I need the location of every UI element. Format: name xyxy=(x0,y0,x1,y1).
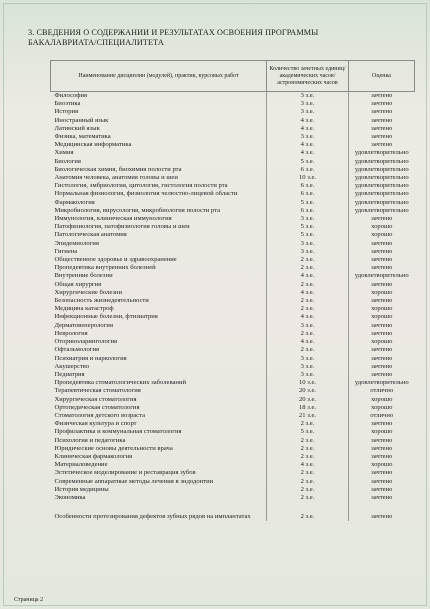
credit-units: 2 з.е. xyxy=(267,264,349,272)
credit-units: 2 з.е. xyxy=(267,420,349,428)
discipline-name: Терапевтическая стоматология xyxy=(54,387,141,395)
discipline-name: Патофизиология, патофизиология головы и шеи xyxy=(54,223,190,231)
grade-value: хорошо xyxy=(371,395,393,403)
discipline-name: Общественное здоровье и здравоохранение xyxy=(54,256,177,264)
credit-units: 2 з.е. xyxy=(267,297,349,305)
table-row xyxy=(51,363,415,371)
table-row xyxy=(51,223,415,231)
table-row xyxy=(51,305,415,313)
table-row xyxy=(51,420,415,428)
table-row xyxy=(51,166,415,174)
credit-units: 5 з.е. xyxy=(267,231,349,239)
grade-value: хорошо xyxy=(371,338,393,346)
credit-units: 4 з.е. xyxy=(267,117,349,125)
discipline-name: Дерматовенерология xyxy=(54,321,113,329)
table-row xyxy=(51,215,415,223)
grade-value: удовлетворительно xyxy=(354,174,409,182)
table-row xyxy=(51,158,415,166)
discipline-name: Клиническая фармакология xyxy=(54,452,133,460)
credit-units: 3 з.е. xyxy=(267,100,349,108)
grade-value: хорошо xyxy=(371,231,393,239)
section-heading: 3. СВЕДЕНИЯ О СОДЕРЖАНИИ И РЕЗУЛЬТАТАХ ОСВОЕНИЯ ПРОГРАММЫ БАКАЛАВРИАТА/СПЕЦИАЛИТЕТА xyxy=(28,28,319,47)
table-row xyxy=(51,125,415,133)
grade-value: зачтено xyxy=(371,513,393,521)
credit-units: 10 з.е. xyxy=(267,379,349,387)
table-row xyxy=(51,289,415,297)
credit-units: 6 з.е. xyxy=(267,207,349,215)
column-header-name: Наименование дисциплин (модулей), практик, курсовых работ xyxy=(51,61,267,92)
grade-value: зачтено xyxy=(371,321,393,329)
discipline-name: Гистология, эмбриология, цитология, гистология полости рта xyxy=(54,182,228,190)
discipline-name: Фармакология xyxy=(54,198,95,206)
table-row xyxy=(51,92,415,101)
table-row xyxy=(51,256,415,264)
grade-value: удовлетворительно xyxy=(354,272,409,280)
table-row xyxy=(51,322,415,330)
grade-value: зачтено xyxy=(371,100,393,108)
table-row xyxy=(51,313,415,321)
grade-value: удовлетворительно xyxy=(354,206,409,214)
grade-value: зачтено xyxy=(371,297,393,305)
credit-units: 2 з.е. xyxy=(267,502,349,521)
credit-units: 4 з.е. xyxy=(267,272,349,280)
table-row xyxy=(51,371,415,379)
credit-units: 4 з.е. xyxy=(267,149,349,157)
disciplines-table xyxy=(50,60,415,521)
grade-value: зачтено xyxy=(371,141,393,149)
discipline-name: Пропедевтика стоматологических заболеваний xyxy=(54,379,187,387)
table-row xyxy=(51,190,415,198)
credit-units: 3 з.е. xyxy=(267,92,349,101)
credit-units: 21 з.е. xyxy=(267,412,349,420)
grade-value: отлично xyxy=(370,387,394,395)
grade-value: зачтено xyxy=(371,108,393,116)
grade-value: зачтено xyxy=(371,116,393,124)
credit-units: 2 з.е. xyxy=(267,281,349,289)
table-row xyxy=(51,199,415,207)
table-row xyxy=(51,133,415,141)
discipline-name: Педиатрия xyxy=(54,370,85,378)
grade-value: зачтено xyxy=(371,247,393,255)
credit-units: 5 з.е. xyxy=(267,428,349,436)
credit-units: 4 з.е. xyxy=(267,125,349,133)
credit-units: 20 з.е. xyxy=(267,396,349,404)
grade-value: хорошо xyxy=(371,461,393,469)
credit-units: 2 з.е. xyxy=(267,445,349,453)
table-row xyxy=(51,379,415,387)
credit-units: 2 з.е. xyxy=(267,305,349,313)
credit-units: 5 з.е. xyxy=(267,223,349,231)
credit-units: 4 з.е. xyxy=(267,313,349,321)
credit-units: 2 з.е. xyxy=(267,478,349,486)
credit-units: 2 з.е. xyxy=(267,469,349,477)
grade-value: хорошо xyxy=(371,305,393,313)
credit-units: 6 з.е. xyxy=(267,190,349,198)
grade-value: хорошо xyxy=(371,313,393,321)
grade-value: зачтено xyxy=(371,493,393,501)
credit-units: 5 з.е. xyxy=(267,199,349,207)
credit-units: 18 з.е. xyxy=(267,404,349,412)
grade-value: зачтено xyxy=(371,362,393,370)
discipline-name: Неврология xyxy=(54,329,88,337)
table-row xyxy=(51,248,415,256)
discipline-name: Гигиена xyxy=(54,247,78,255)
discipline-name: Материаловедение xyxy=(54,461,108,469)
credit-units: 6 з.е. xyxy=(267,182,349,190)
grade-value: зачтено xyxy=(371,469,393,477)
grade-value: зачтено xyxy=(371,124,393,132)
discipline-name: Иностранный язык xyxy=(54,116,109,124)
discipline-name: Биоэтика xyxy=(54,100,81,108)
grade-value: хорошо xyxy=(371,223,393,231)
credit-units: 3 з.е. xyxy=(267,133,349,141)
discipline-name: Стоматология детского возраста xyxy=(54,411,145,419)
discipline-name: Психология и педагогика xyxy=(54,436,126,444)
discipline-name: Химия xyxy=(54,149,74,157)
grade-value: хорошо xyxy=(371,403,393,411)
discipline-name: Пропедевтика внутренних болезней xyxy=(54,264,156,272)
credit-units: 10 з.е. xyxy=(267,174,349,182)
grade-value: зачтено xyxy=(371,436,393,444)
table-row xyxy=(51,108,415,116)
discipline-name: Безопасность жизнедеятельности xyxy=(54,297,149,305)
discipline-name: Медицинская информатика xyxy=(54,141,132,149)
grade-value: зачтено xyxy=(371,346,393,354)
credit-units: 3 з.е. xyxy=(267,108,349,116)
table-row xyxy=(51,461,415,469)
grade-value: зачтено xyxy=(371,485,393,493)
grade-value: хорошо xyxy=(371,428,393,436)
table-row xyxy=(51,355,415,363)
discipline-name: Психиатрия и наркология xyxy=(54,354,127,362)
table-row xyxy=(51,264,415,272)
table-row xyxy=(51,346,415,354)
discipline-name: Нормальная физиология, физиология челюстно-лицевой области xyxy=(54,190,238,198)
credit-units: 2 з.е. xyxy=(267,486,349,494)
table-row xyxy=(51,141,415,149)
discipline-name: Иммунология, клиническая иммунология xyxy=(54,215,172,223)
grade-value: зачтено xyxy=(371,370,393,378)
grade-value: удовлетворительно xyxy=(354,198,409,206)
credit-units: 5 з.е. xyxy=(267,158,349,166)
table-row xyxy=(51,387,415,395)
grade-value: зачтено xyxy=(371,256,393,264)
discipline-name: Хирургическая стоматология xyxy=(54,395,137,403)
table-row xyxy=(51,281,415,289)
discipline-name: Оториноларингология xyxy=(54,338,118,346)
grade-value: зачтено xyxy=(371,280,393,288)
grade-value: удовлетворительно xyxy=(354,190,409,198)
discipline-name: История xyxy=(54,108,79,116)
table-row xyxy=(51,182,415,190)
grade-value: удовлетворительно xyxy=(354,379,409,387)
column-header-hours: Количество зачетных единиц/ академических часов/ астрономических часов xyxy=(267,61,349,92)
table-body xyxy=(51,92,415,522)
credit-units: 4 з.е. xyxy=(267,461,349,469)
discipline-name: Профилактика и коммунальная стоматология xyxy=(54,428,182,436)
discipline-name: Хирургические болезни xyxy=(54,288,122,296)
credit-units: 2 з.е. xyxy=(267,453,349,461)
discipline-name: Особенности протезирования дефектов зубных рядов на имплантатах xyxy=(54,513,251,521)
credit-units: 3 з.е. xyxy=(267,215,349,223)
credit-units: 3 з.е. xyxy=(267,322,349,330)
table-row xyxy=(51,453,415,461)
credit-units: 4 з.е. xyxy=(267,141,349,149)
discipline-name: Физическая культура и спорт xyxy=(54,420,137,428)
discipline-name: История медицины xyxy=(54,485,109,493)
credit-units: 4 з.е. xyxy=(267,338,349,346)
table-row xyxy=(51,486,415,494)
table-row xyxy=(51,338,415,346)
credit-units: 3 з.е. xyxy=(267,248,349,256)
grade-value: удовлетворительно xyxy=(354,149,409,157)
grade-value: зачтено xyxy=(371,239,393,247)
credit-units: 2 з.е. xyxy=(267,346,349,354)
table-row xyxy=(51,174,415,182)
table-row xyxy=(51,469,415,477)
table-row xyxy=(51,330,415,338)
table-row xyxy=(51,478,415,486)
table-row xyxy=(51,149,415,157)
discipline-name: Юридические основы деятельности врача xyxy=(54,444,173,452)
table-row xyxy=(51,117,415,125)
grade-value: зачтено xyxy=(371,444,393,452)
discipline-name: Ортопедическая стоматология xyxy=(54,403,140,411)
grade-value: зачтено xyxy=(371,420,393,428)
discipline-name: Биологическая химия, биохимия полости рта xyxy=(54,165,182,173)
discipline-name: Эпидемиология xyxy=(54,239,99,247)
discipline-name: Патологическая анатомия xyxy=(54,231,127,239)
credit-units: 3 з.е. xyxy=(267,355,349,363)
discipline-name: Инфекционные болезни, фтизиатрия xyxy=(54,313,158,321)
credit-units: 2 з.е. xyxy=(267,330,349,338)
discipline-name: Офтальмология xyxy=(54,346,100,354)
grade-value: удовлетворительно xyxy=(354,182,409,190)
discipline-name: Общая хирургия xyxy=(54,280,102,288)
discipline-name: Внутренние болезни xyxy=(54,272,113,280)
credit-units: 6 з.е. xyxy=(267,166,349,174)
grade-value: зачтено xyxy=(371,477,393,485)
table-row xyxy=(51,404,415,412)
table-row xyxy=(51,100,415,108)
credit-units: 4 з.е. xyxy=(267,289,349,297)
discipline-name: Современные аппаратные методы лечения в эндодонтии xyxy=(54,477,214,485)
grade-value: отлично xyxy=(370,411,394,419)
table-row xyxy=(51,396,415,404)
credit-units: 2 з.е. xyxy=(267,437,349,445)
table-row xyxy=(51,428,415,436)
table-row xyxy=(51,494,415,502)
table-row xyxy=(51,412,415,420)
grade-value: зачтено xyxy=(371,133,393,141)
table-row xyxy=(51,231,415,239)
grade-value: удовлетворительно xyxy=(354,165,409,173)
page-number: Страница 2 xyxy=(14,597,44,603)
grade-value: зачтено xyxy=(371,215,393,223)
credit-units: 2 з.е. xyxy=(267,494,349,502)
credit-units: 3 з.е. xyxy=(267,363,349,371)
grade-value: зачтено xyxy=(371,264,393,272)
credit-units: 3 з.е. xyxy=(267,240,349,248)
grade-value: зачтено xyxy=(371,452,393,460)
grade-value: удовлетворительно xyxy=(354,157,409,165)
grade-value: зачтено xyxy=(371,92,393,99)
discipline-name: Микробиология, вирусология, микробиология полости рта xyxy=(54,206,221,214)
table-row xyxy=(51,437,415,445)
table-row xyxy=(51,272,415,280)
table-row xyxy=(51,445,415,453)
grade-value: зачтено xyxy=(371,329,393,337)
table-row xyxy=(51,240,415,248)
discipline-name: Биология xyxy=(54,157,81,165)
credit-units: 2 з.е. xyxy=(267,256,349,264)
table-row xyxy=(51,207,415,215)
credit-units: 3 з.е. xyxy=(267,371,349,379)
table-header-row xyxy=(51,61,415,92)
table-row xyxy=(51,297,415,305)
discipline-name: Медицина катастроф xyxy=(54,305,114,313)
discipline-name: Физика, математика xyxy=(54,133,111,141)
grade-value: зачтено xyxy=(371,354,393,362)
grade-value: хорошо xyxy=(371,288,393,296)
table-row xyxy=(51,502,415,521)
discipline-name: Акушерство xyxy=(54,362,90,370)
discipline-name: Экономика xyxy=(54,493,86,501)
discipline-name: Эстетическое моделирование и реставрация зубов xyxy=(54,469,196,477)
discipline-name: Философия xyxy=(54,92,88,99)
credit-units: 20 з.е. xyxy=(267,387,349,395)
column-header-grade: Оценка xyxy=(349,61,415,92)
discipline-name: Латинский язык xyxy=(54,124,100,132)
discipline-name: Анатомия человека, анатомия головы и шеи xyxy=(54,174,178,182)
